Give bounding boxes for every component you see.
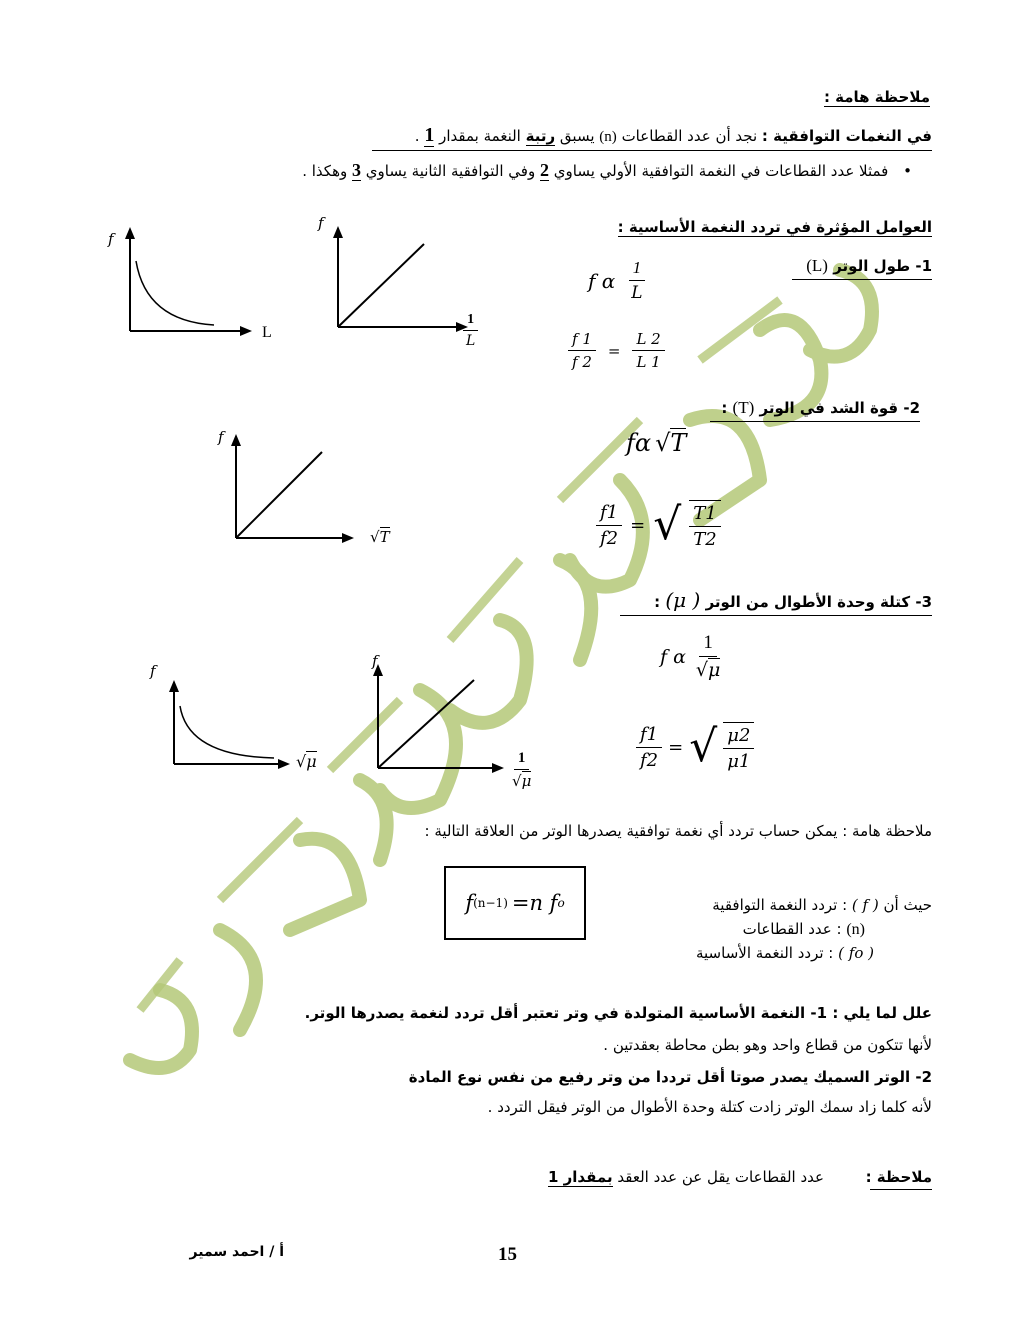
factor1-label: 1- طول الوتر bbox=[833, 257, 932, 275]
factor3-prop-num: 1 bbox=[699, 632, 717, 657]
note1-line2-c: وهكذا . bbox=[302, 162, 348, 180]
factor2-ratio-right bbox=[689, 500, 720, 550]
sqrt-icon: √ bbox=[695, 659, 709, 681]
where-line-f bbox=[712, 896, 932, 914]
note1-line1 bbox=[372, 124, 932, 151]
where-f-desc: : تردد النغمة التوافقية bbox=[712, 896, 848, 914]
graph2-y-label: f bbox=[318, 214, 324, 232]
factor2-colon: : bbox=[721, 399, 728, 417]
page-number: 15 bbox=[498, 1244, 517, 1265]
reason2-title: 2- الوتر السميك يصدر صوتا أقل ترددا من وتر رفيع من نفس نوع المادة bbox=[408, 1068, 932, 1086]
factor2-ratio bbox=[596, 500, 721, 550]
factor1-ratio-eq: = bbox=[607, 341, 621, 360]
factor3-ratio-left bbox=[636, 724, 662, 771]
sqrt-icon: √ bbox=[370, 528, 380, 546]
factor3-heading bbox=[620, 588, 932, 616]
bullet: • bbox=[903, 162, 912, 180]
factor3-ratio-mu1: μ1 bbox=[727, 751, 751, 772]
note3-amount: بمقدار 1 bbox=[548, 1168, 613, 1186]
graph5-x-frac bbox=[508, 750, 535, 790]
factor2-heading bbox=[710, 398, 920, 422]
graph5-x-den bbox=[508, 770, 535, 790]
graph4-y-label: f bbox=[150, 662, 156, 680]
graph5-x-num: 1 bbox=[514, 750, 530, 770]
graph2-x-label bbox=[462, 312, 479, 349]
factor1-ratio-left bbox=[568, 330, 596, 371]
graph-f-vs-sqrt-T bbox=[210, 432, 370, 552]
where-f: ( f ) bbox=[851, 896, 879, 914]
factor2-ratio-f2: f2 bbox=[600, 527, 619, 549]
formula-lhs: f bbox=[465, 891, 474, 915]
note1-line2 bbox=[302, 160, 912, 181]
factor1-heading bbox=[792, 256, 932, 280]
graph-f-vs-sqrt-mu bbox=[146, 668, 296, 778]
reason1-title: علل لما يلي : 1- النغمة الأساسية المتولدة في وتر تعتبر أقل تردد لنغمة يصدرها الوتر. bbox=[304, 1004, 932, 1022]
note1-end: . bbox=[414, 127, 420, 145]
note1-n: (n) bbox=[599, 129, 617, 145]
factor2-prop-f: fα bbox=[626, 428, 652, 457]
author: أ / احمد سمير bbox=[189, 1244, 284, 1260]
factor3-ratio bbox=[636, 722, 754, 772]
graph1-x-label: L bbox=[262, 324, 272, 341]
factor2-ratio-t2: T2 bbox=[693, 529, 717, 550]
graph2-x-num: 1 bbox=[463, 312, 478, 331]
factor3-label: 3- كتلة وحدة الأطوال من الوتر bbox=[705, 593, 932, 611]
factor3-ratio-mu2: μ2 bbox=[723, 725, 754, 749]
graph3-x-root: T bbox=[379, 528, 390, 546]
factor2-var: (T) bbox=[732, 398, 755, 417]
factor2-prop-root: T bbox=[670, 429, 687, 457]
note1-three: 3 bbox=[352, 160, 361, 180]
where-n: (n) bbox=[846, 921, 865, 938]
where-fo-desc: : تردد النغمة الأساسية bbox=[695, 944, 834, 962]
graph3-y-label: f bbox=[218, 428, 224, 446]
factor3-prop-f: f α bbox=[660, 645, 686, 668]
formula-box bbox=[444, 866, 586, 940]
factors-title: العوامل المؤثرة في تردد النغمة الأساسية : bbox=[617, 218, 932, 236]
factor3-colon: : bbox=[654, 593, 661, 611]
note1-title: ملاحظة هامة : bbox=[823, 88, 930, 106]
factor1-ratio-right bbox=[632, 330, 664, 371]
graph5-x-root: μ bbox=[521, 772, 532, 790]
factor2-ratio-f1: f1 bbox=[596, 502, 622, 526]
graph2-x-den: L bbox=[466, 333, 476, 349]
factor2-ratio-left bbox=[596, 502, 622, 549]
graph3-x-label bbox=[370, 528, 390, 546]
factor1-ratio-f2: f 2 bbox=[572, 353, 592, 371]
note3-title: ملاحظة : bbox=[870, 1168, 932, 1190]
factor3-proportion bbox=[660, 632, 724, 681]
factor2-proportion bbox=[626, 428, 686, 457]
factor1-prop-num: 1 bbox=[629, 258, 646, 281]
note1-two: 2 bbox=[539, 160, 549, 180]
reason2-answer: لأنه كلما زاد سمك الوتر زادت كتلة وحدة الأطوال من الوتر فيقل التردد . bbox=[487, 1098, 932, 1116]
where-n-desc: : عدد القطاعات bbox=[742, 920, 842, 938]
note1-rank: رتبة bbox=[525, 127, 556, 145]
factor2-ratio-eq: = bbox=[630, 514, 646, 536]
graph4-x-label bbox=[296, 752, 317, 771]
graph-f-vs-inverse-L bbox=[310, 220, 470, 340]
note3-line bbox=[548, 1168, 824, 1186]
graph2-x-frac bbox=[462, 312, 479, 349]
factor2-ratio-t1: T1 bbox=[689, 503, 720, 527]
factor2-label: 2- قوة الشد في الوتر bbox=[759, 399, 920, 417]
graph4-x-root: μ bbox=[306, 752, 317, 771]
reason1-answer: لأنها تتكون من قطاع واحد وهو بطن محاطة بعقدتين . bbox=[603, 1036, 932, 1054]
factor3-var: ( μ) bbox=[665, 588, 701, 612]
where-line-n bbox=[743, 920, 865, 939]
factor1-ratio bbox=[568, 330, 665, 371]
formula-rhs-sub: o bbox=[557, 896, 565, 910]
factor1-ratio-f1: f 1 bbox=[568, 330, 596, 351]
sqrt-icon: √ bbox=[689, 721, 718, 772]
factor3-ratio-eq: = bbox=[668, 736, 684, 758]
factor1-prop-frac bbox=[627, 258, 646, 303]
factor1-proportion bbox=[588, 258, 647, 303]
factor3-prop-den bbox=[692, 657, 724, 681]
factor1-prop-f: f α bbox=[588, 268, 616, 293]
factor1-var: (L) bbox=[806, 256, 828, 275]
where-fo: ( fo ) bbox=[838, 944, 874, 962]
factor1-ratio-l2: L 2 bbox=[632, 330, 664, 351]
sqrt-icon: √ bbox=[653, 499, 682, 550]
formula-rhs: =n f bbox=[511, 891, 558, 915]
note1-one: 1 bbox=[424, 124, 435, 146]
graph5-y-label: f bbox=[372, 652, 378, 670]
note3-text: عدد القطاعات يقل عن عدد العقد bbox=[617, 1168, 824, 1186]
sqrt-icon: √ bbox=[655, 428, 671, 457]
note1-lead: في النغمات التوافقية : bbox=[761, 127, 932, 145]
note1-line2-b: وفي التوافقية الثانية يساوي bbox=[365, 162, 536, 180]
sqrt-icon: √ bbox=[296, 752, 307, 771]
where-lead: حيث أن bbox=[883, 896, 932, 914]
factor3-prop-frac bbox=[692, 632, 724, 681]
factor3-ratio-f2: f2 bbox=[640, 749, 659, 771]
note2-text: ملاحظة هامة : يمكن حساب تردد أي نغمة توافقية يصدرها الوتر من العلاقة التالية : bbox=[424, 822, 932, 840]
note1-text-c: النغمة بمقدار bbox=[439, 127, 521, 145]
note1-text-b: يسبق bbox=[559, 127, 595, 145]
graph-f-vs-L bbox=[100, 225, 260, 345]
factor3-ratio-right bbox=[723, 722, 754, 772]
graph5-x-label bbox=[508, 750, 535, 790]
graph1-y-label: f bbox=[108, 230, 114, 248]
formula-sub: (n−1) bbox=[473, 896, 508, 910]
factor3-ratio-f1: f1 bbox=[636, 724, 662, 748]
factor1-ratio-l1: L 1 bbox=[636, 353, 661, 371]
note1-line2-a: فمثلا عدد القطاعات في النغمة التوافقية الأولي يساوي bbox=[553, 162, 889, 180]
factor3-prop-root: μ bbox=[708, 659, 721, 681]
where-line-fo bbox=[696, 944, 874, 962]
factor1-prop-den: L bbox=[631, 283, 643, 303]
graph-f-vs-inverse-sqrt-mu bbox=[350, 656, 510, 786]
note1-text-a: نجد أن عدد القطاعات bbox=[621, 127, 758, 145]
sqrt-icon: √ bbox=[512, 772, 522, 790]
